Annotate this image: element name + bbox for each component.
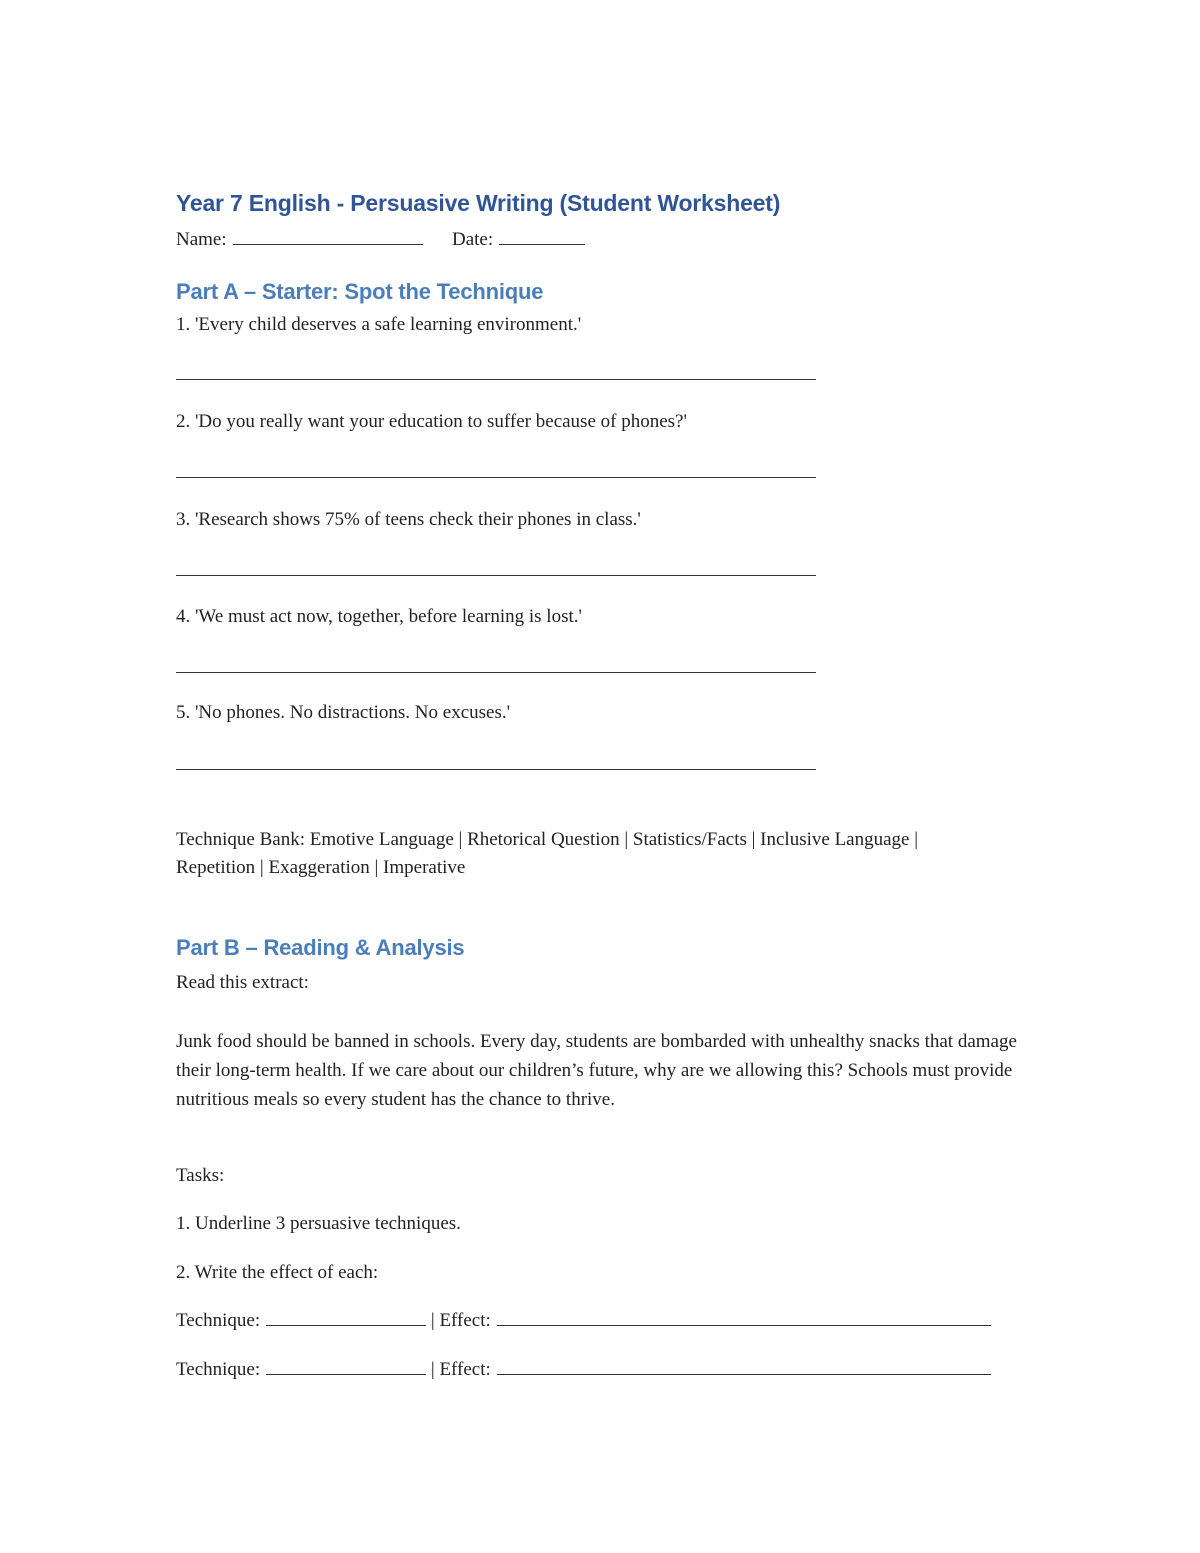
answer-line-1[interactable] <box>176 379 816 380</box>
part-a-item-5: 5. 'No phones. No distractions. No excuses.' <box>176 702 511 723</box>
date-field <box>452 226 585 254</box>
effect-label: | Effect: <box>430 1310 491 1331</box>
part-a-item-3: 3. 'Research shows 75% of teens check their phones in class.' <box>176 509 641 530</box>
technique-row-2 <box>176 1356 991 1384</box>
answer-line-4[interactable] <box>176 672 816 673</box>
part-a-heading: Part A – Starter: Spot the Technique <box>176 279 544 304</box>
answer-line-3[interactable] <box>176 575 816 576</box>
part-a-item-4: 4. 'We must act now, together, before learning is lost.' <box>176 606 582 627</box>
tasks-label: Tasks: <box>176 1165 225 1186</box>
effect-blank-2[interactable] <box>497 1356 991 1375</box>
part-a-item-1: 1. 'Every child deserves a safe learning environment.' <box>176 314 582 335</box>
name-field <box>176 226 423 254</box>
task-1: 1. Underline 3 persuasive techniques. <box>176 1213 461 1234</box>
part-a-item-2: 2. 'Do you really want your education to suffer because of phones?' <box>176 411 687 432</box>
part-b-heading: Part B – Reading & Analysis <box>176 935 465 960</box>
technique-blank-2[interactable] <box>266 1356 426 1375</box>
answer-line-5[interactable] <box>176 769 816 770</box>
name-blank[interactable] <box>233 226 423 245</box>
task-2: 2. Write the effect of each: <box>176 1262 379 1283</box>
part-b-intro: Read this extract: <box>176 972 309 993</box>
date-blank[interactable] <box>499 226 585 245</box>
name-label: Name: <box>176 229 227 250</box>
answer-line-2[interactable] <box>176 477 816 478</box>
extract-paragraph: Junk food should be banned in schools. Every day, students are bombarded with unhealthy snacks that damage their long-term health. If we care about our children’s future, why are we allowing this? Schools must provide nutritious meals so every student has the chance to thrive. <box>176 1031 1017 1110</box>
technique-blank-1[interactable] <box>266 1307 426 1326</box>
worksheet-title: Year 7 English - Persuasive Writing (Student Worksheet) <box>176 190 781 216</box>
technique-bank: Technique Bank: Emotive Language | Rhetorical Question | Statistics/Facts | Inclusive Language | Repetition | Exaggeration | Imperative <box>176 829 919 878</box>
effect-blank-1[interactable] <box>497 1307 991 1326</box>
date-label: Date: <box>452 229 494 250</box>
effect-label: | Effect: <box>430 1359 491 1380</box>
technique-row-1 <box>176 1307 991 1335</box>
technique-label: Technique: <box>176 1310 261 1331</box>
technique-label: Technique: <box>176 1359 261 1380</box>
